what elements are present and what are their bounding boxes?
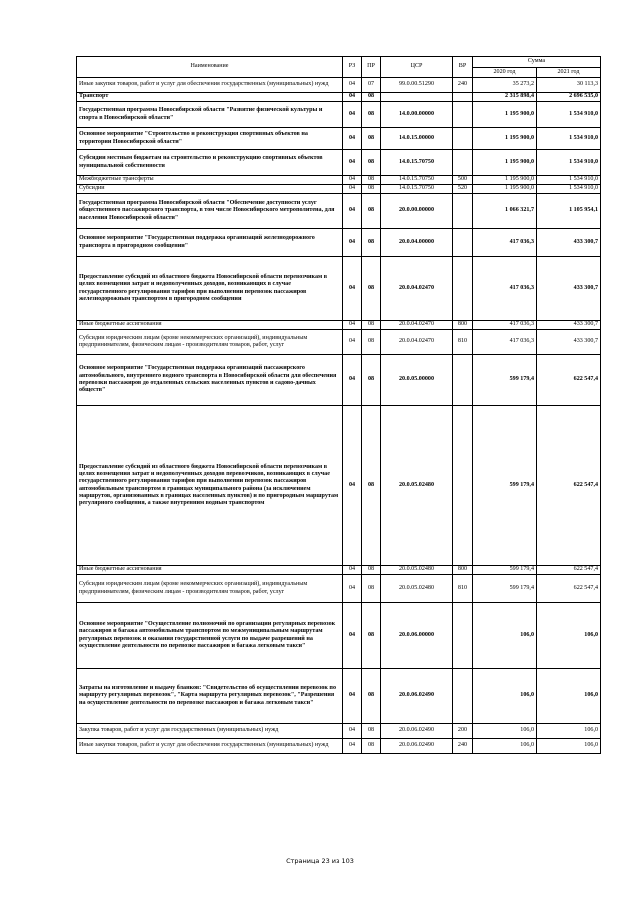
cell-y2020: 599 179,4 xyxy=(473,566,537,575)
page-number: Страница 23 из 103 xyxy=(286,857,354,865)
table-row xyxy=(77,330,601,355)
cell-pr: 08 xyxy=(362,575,381,603)
cell-pr: 08 xyxy=(362,194,381,229)
cell-name: Затраты на изготовление и выдачу бланков: "Свидетельство об осуществлении перевозок по маршруту регулярных перевозок", "Карта маршрута регулярных перевозок", "Разрешения на осуществление деятельности по перевозке пассажиров и багажа легковым такси" xyxy=(77,669,343,724)
cell-rz: 04 xyxy=(343,194,362,229)
cell-rz: 04 xyxy=(343,575,362,603)
cell-rz: 04 xyxy=(343,406,362,566)
cell-csr: 99.0.00.51290 xyxy=(381,78,453,93)
cell-pr: 08 xyxy=(362,603,381,669)
cell-y2021: 622 547,4 xyxy=(537,566,601,575)
cell-pr: 08 xyxy=(362,102,381,128)
cell-name: Основное мероприятие "Государственная поддержка организаций железнодорожного транспорта в пригородном сообщении" xyxy=(77,229,343,257)
cell-csr: 20.0.05.00000 xyxy=(381,355,453,406)
cell-pr: 08 xyxy=(362,229,381,257)
cell-pr: 07 xyxy=(362,78,381,93)
budget-table xyxy=(76,56,601,754)
header-pr: ПР xyxy=(362,57,381,78)
cell-y2021: 1 105 954,1 xyxy=(537,194,601,229)
cell-rz: 04 xyxy=(343,128,362,150)
cell-vr xyxy=(453,355,473,406)
cell-name: Предоставление субсидий из областного бюджета Новосибирской области перевозчикам в целях возмещения затрат и недополученных доходов перевозчиков, возникающих в случае государственного регулирования тарифов при выполнении перевозок пассажиров автомобильным транспортом в границах муниципального района (за исключением маршрутов, организованных в границах населенных пунктов) и по пригородным маршрутам регулярного сообщения, а также внутренним водным транспортом xyxy=(77,406,343,566)
header-year-2020: 2020 год xyxy=(473,68,537,78)
cell-pr: 08 xyxy=(362,330,381,355)
cell-name: Субсидии xyxy=(77,185,343,194)
cell-y2020: 106,0 xyxy=(473,724,537,739)
cell-csr xyxy=(381,93,453,102)
cell-name: Иные бюджетные ассигнования xyxy=(77,566,343,575)
table-row xyxy=(77,102,601,128)
header-sum: Сумма xyxy=(473,57,601,68)
cell-pr: 08 xyxy=(362,128,381,150)
cell-name: Транспорт xyxy=(77,93,343,102)
table-row xyxy=(77,194,601,229)
cell-rz: 04 xyxy=(343,321,362,330)
cell-vr: 200 xyxy=(453,724,473,739)
cell-y2020: 1 195 900,0 xyxy=(473,176,537,185)
cell-pr: 08 xyxy=(362,185,381,194)
cell-y2020: 599 179,4 xyxy=(473,406,537,566)
cell-csr: 20.0.06.02490 xyxy=(381,724,453,739)
cell-rz: 04 xyxy=(343,724,362,739)
cell-pr: 08 xyxy=(362,669,381,724)
cell-csr: 20.0.05.02480 xyxy=(381,575,453,603)
cell-vr xyxy=(453,128,473,150)
cell-y2020: 106,0 xyxy=(473,669,537,724)
cell-pr: 08 xyxy=(362,257,381,321)
cell-rz: 04 xyxy=(343,330,362,355)
cell-vr xyxy=(453,93,473,102)
cell-pr: 08 xyxy=(362,176,381,185)
cell-name: Государственная программа Новосибирской области "Развитие физической культуры и спорта в Новосибирской области" xyxy=(77,102,343,128)
table-row xyxy=(77,128,601,150)
cell-pr: 08 xyxy=(362,739,381,754)
cell-rz: 04 xyxy=(343,102,362,128)
cell-name: Иные закупки товаров, работ и услуг для обеспечения государственных (муниципальных) нужд xyxy=(77,78,343,93)
cell-rz: 04 xyxy=(343,229,362,257)
cell-y2020: 599 179,4 xyxy=(473,355,537,406)
cell-csr: 14.0.00.00000 xyxy=(381,102,453,128)
cell-pr: 08 xyxy=(362,566,381,575)
cell-name: Основное мероприятие "Осуществление полномочий по организации регулярных перевозок пассажиров и багажа автомобильным транспортом по межмуниципальным маршрутам регулярных перевозок и оказания государственной услуги по выдаче разрешений на осуществление деятельности по перевозке пассажиров и багажа легковым такси" xyxy=(77,603,343,669)
cell-csr: 20.0.04.02470 xyxy=(381,330,453,355)
cell-vr xyxy=(453,194,473,229)
cell-csr: 20.0.04.00000 xyxy=(381,229,453,257)
cell-y2021: 433 300,7 xyxy=(537,330,601,355)
cell-csr: 20.0.06.02490 xyxy=(381,739,453,754)
cell-pr: 08 xyxy=(362,321,381,330)
header-vr: ВР xyxy=(453,57,473,78)
cell-rz: 04 xyxy=(343,93,362,102)
table-row xyxy=(77,229,601,257)
cell-vr xyxy=(453,102,473,128)
cell-name: Предоставление субсидий из областного бюджета Новосибирской области перевозчикам в целях возмещения затрат и недополученных доходов, возникающих в случае государственного регулирования тарифов при выполнении перевозок пассажиров железнодорожным транспортом в пригородном сообщении xyxy=(77,257,343,321)
header-csr: ЦСР xyxy=(381,57,453,78)
cell-y2021: 1 534 910,0 xyxy=(537,185,601,194)
cell-csr: 14.0.15.70750 xyxy=(381,176,453,185)
cell-name: Иные бюджетные ассигнования xyxy=(77,321,343,330)
cell-y2020: 599 179,4 xyxy=(473,575,537,603)
table-row xyxy=(77,93,601,102)
cell-y2020: 106,0 xyxy=(473,603,537,669)
cell-y2020: 1 195 900,0 xyxy=(473,150,537,176)
cell-vr xyxy=(453,603,473,669)
table-row xyxy=(77,724,601,739)
cell-pr: 08 xyxy=(362,406,381,566)
table-row xyxy=(77,575,601,603)
table-row xyxy=(77,739,601,754)
cell-y2021: 1 534 910,0 xyxy=(537,176,601,185)
cell-pr: 08 xyxy=(362,150,381,176)
cell-vr xyxy=(453,257,473,321)
cell-csr: 14.0.15.70750 xyxy=(381,150,453,176)
cell-y2020: 417 036,3 xyxy=(473,229,537,257)
cell-vr: 500 xyxy=(453,176,473,185)
cell-y2021: 433 300,7 xyxy=(537,229,601,257)
cell-pr: 08 xyxy=(362,93,381,102)
cell-csr: 14.0.15.00000 xyxy=(381,128,453,150)
cell-y2020: 2 315 898,4 xyxy=(473,93,537,102)
cell-name: Основное мероприятие "Строительство и реконструкция спортивных объектов на территории Новосибирской области" xyxy=(77,128,343,150)
cell-csr: 20.0.00.00000 xyxy=(381,194,453,229)
cell-y2021: 106,0 xyxy=(537,603,601,669)
cell-y2020: 35 273,2 xyxy=(473,78,537,93)
cell-rz: 04 xyxy=(343,603,362,669)
cell-y2021: 106,0 xyxy=(537,669,601,724)
cell-y2021: 106,0 xyxy=(537,724,601,739)
table-row xyxy=(77,355,601,406)
cell-y2020: 417 036,3 xyxy=(473,257,537,321)
cell-y2020: 1 195 900,0 xyxy=(473,185,537,194)
header-year-2021: 2021 год xyxy=(537,68,601,78)
cell-y2020: 1 066 321,7 xyxy=(473,194,537,229)
cell-rz: 04 xyxy=(343,566,362,575)
cell-name: Субсидии юридическим лицам (кроме некоммерческих организаций), индивидуальным предпринимателям, физическим лицам - производителям товаров, работ, услуг xyxy=(77,575,343,603)
cell-vr: 810 xyxy=(453,575,473,603)
cell-vr xyxy=(453,406,473,566)
cell-csr: 20.0.06.02490 xyxy=(381,669,453,724)
cell-vr: 810 xyxy=(453,330,473,355)
cell-y2021: 622 547,4 xyxy=(537,406,601,566)
cell-rz: 04 xyxy=(343,150,362,176)
cell-name: Закупка товаров, работ и услуг для государственных (муниципальных) нужд xyxy=(77,724,343,739)
cell-csr: 14.0.15.70750 xyxy=(381,185,453,194)
cell-vr xyxy=(453,150,473,176)
cell-y2021: 1 534 910,0 xyxy=(537,102,601,128)
cell-name: Межбюджетные трансферты xyxy=(77,176,343,185)
cell-name: Иные закупки товаров, работ и услуг для обеспечения государственных (муниципальных) нужд xyxy=(77,739,343,754)
cell-y2020: 417 036,3 xyxy=(473,321,537,330)
cell-name: Государственная программа Новосибирской области "Обеспечение доступности услуг общественного пассажирского транспорта, в том числе Новосибирского метрополитена, для населения Новосибирской области" xyxy=(77,194,343,229)
cell-pr: 08 xyxy=(362,724,381,739)
table-row xyxy=(77,78,601,93)
table-row xyxy=(77,176,601,185)
cell-y2021: 1 534 910,0 xyxy=(537,150,601,176)
cell-y2020: 417 036,3 xyxy=(473,330,537,355)
cell-y2020: 1 195 900,0 xyxy=(473,102,537,128)
cell-rz: 04 xyxy=(343,257,362,321)
cell-vr: 800 xyxy=(453,321,473,330)
cell-vr: 800 xyxy=(453,566,473,575)
cell-vr xyxy=(453,229,473,257)
cell-y2021: 433 300,7 xyxy=(537,321,601,330)
cell-vr: 240 xyxy=(453,739,473,754)
cell-vr xyxy=(453,669,473,724)
cell-y2021: 433 300,7 xyxy=(537,257,601,321)
table-row xyxy=(77,257,601,321)
table-row xyxy=(77,406,601,566)
cell-y2021: 30 113,3 xyxy=(537,78,601,93)
cell-y2021: 2 696 535,0 xyxy=(537,93,601,102)
cell-csr: 20.0.05.02480 xyxy=(381,566,453,575)
cell-csr: 20.0.05.02480 xyxy=(381,406,453,566)
table-row xyxy=(77,603,601,669)
cell-name: Субсидии юридическим лицам (кроме некоммерческих организаций), индивидуальным предпринимателям, физическим лицам - производителям товаров, работ, услуг xyxy=(77,330,343,355)
cell-y2020: 1 195 900,0 xyxy=(473,128,537,150)
cell-y2021: 622 547,4 xyxy=(537,355,601,406)
cell-csr: 20.0.04.02470 xyxy=(381,321,453,330)
table-row xyxy=(77,669,601,724)
cell-vr: 520 xyxy=(453,185,473,194)
cell-y2020: 106,0 xyxy=(473,739,537,754)
cell-rz: 04 xyxy=(343,176,362,185)
cell-y2021: 106,0 xyxy=(537,739,601,754)
header-rz: РЗ xyxy=(343,57,362,78)
cell-rz: 04 xyxy=(343,185,362,194)
cell-y2021: 1 534 910,0 xyxy=(537,128,601,150)
cell-csr: 20.0.04.02470 xyxy=(381,257,453,321)
cell-y2021: 622 547,4 xyxy=(537,575,601,603)
cell-rz: 04 xyxy=(343,739,362,754)
cell-csr: 20.0.06.00000 xyxy=(381,603,453,669)
header-name: Наименование xyxy=(77,57,343,78)
cell-pr: 08 xyxy=(362,355,381,406)
table-body xyxy=(77,78,601,754)
table-row xyxy=(77,185,601,194)
cell-name: Основное мероприятие "Государственная поддержка организаций пассажирского автомобильного, внутреннего водного транспорта в Новосибирской области для обеспечения перевозки пассажиров до отдаленных сельских населенных пунктов и садово-дачных обществ" xyxy=(77,355,343,406)
cell-rz: 04 xyxy=(343,355,362,406)
table-row xyxy=(77,150,601,176)
table-row xyxy=(77,321,601,330)
cell-rz: 04 xyxy=(343,78,362,93)
table-row xyxy=(77,566,601,575)
cell-rz: 04 xyxy=(343,669,362,724)
cell-name: Субсидии местным бюджетам на строительство и реконструкцию спортивных объектов муниципальной собственности xyxy=(77,150,343,176)
cell-vr: 240 xyxy=(453,78,473,93)
budget-sheet xyxy=(76,56,600,754)
